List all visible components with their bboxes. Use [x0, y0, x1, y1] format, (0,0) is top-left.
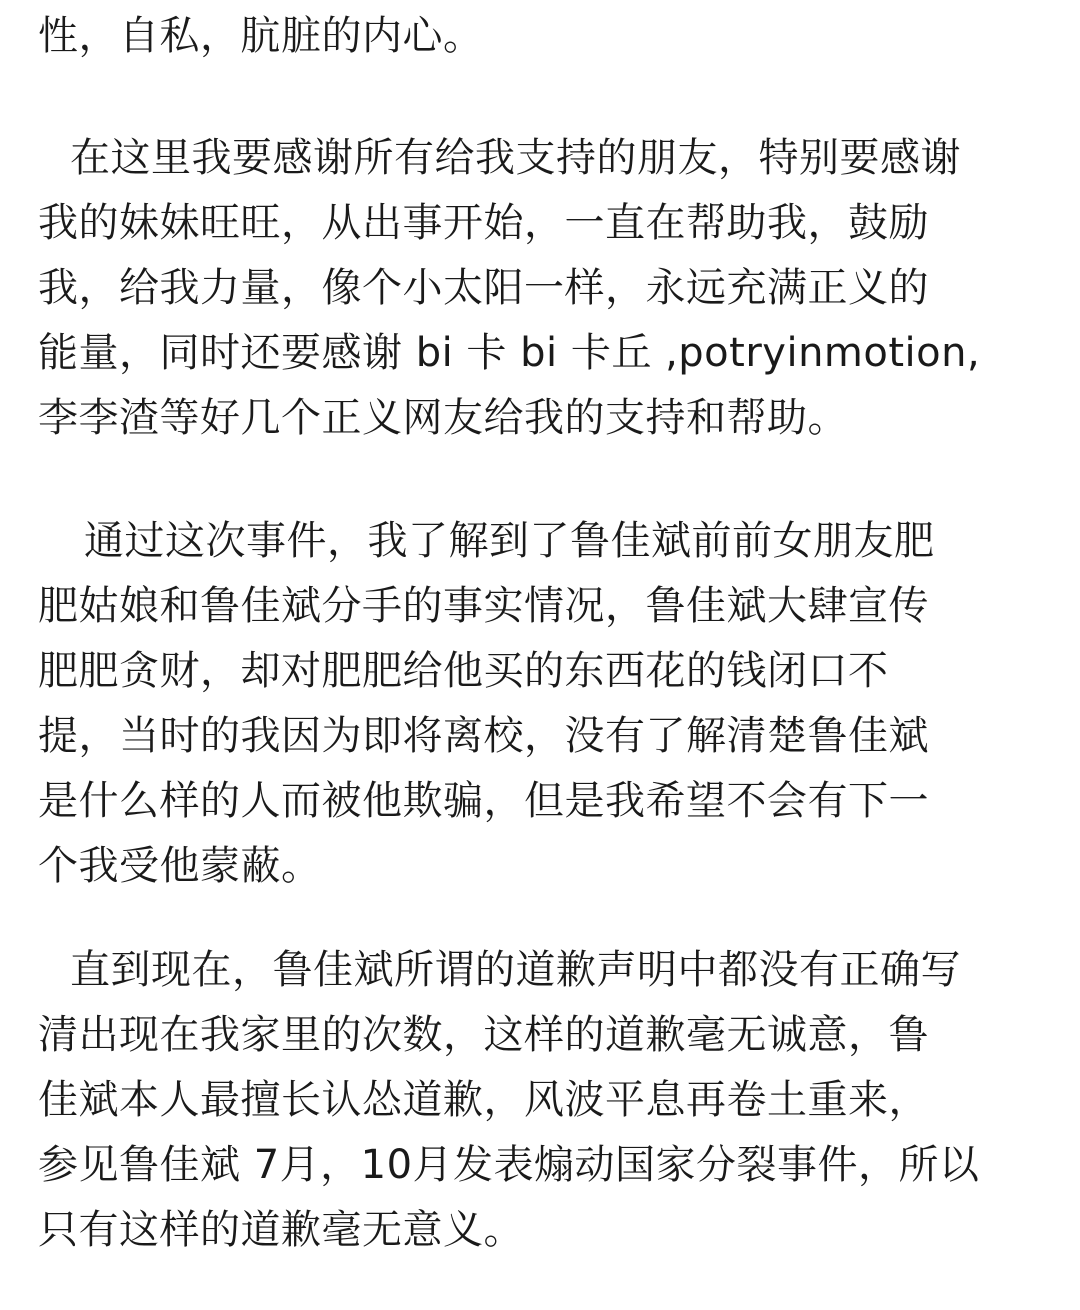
text-line: 通过这次事件，我了解到了鲁佳斌前前女朋友肥 — [84, 518, 935, 564]
text-line: 肥肥贪财，却对肥肥给他买的东西花的钱闭口不 — [38, 648, 889, 694]
text-line: 参见鲁佳斌 7月，10月发表煽动国家分裂事件，所以 — [38, 1142, 980, 1188]
text-line: 在这里我要感谢所有给我支持的朋友，特别要感谢 — [70, 135, 961, 181]
text-line: 提，当时的我因为即将离校，没有了解清楚鲁佳斌 — [38, 713, 929, 759]
text-line: 是什么样的人而被他欺骗，但是我希望不会有下一 — [38, 778, 929, 824]
text-line: 李李渣等好几个正义网友给我的支持和帮助。 — [38, 395, 848, 441]
text-line: 清出现在我家里的次数，这样的道歉毫无诚意，鲁 — [38, 1012, 929, 1058]
text-line: 只有这样的道歉毫无意义。 — [38, 1207, 524, 1253]
paragraph-4 — [0, 938, 1080, 1263]
text-line: 性，自私，肮脏的内心。 — [38, 13, 484, 59]
paragraph-3 — [0, 509, 1080, 899]
text-line: 个我受他蒙蔽。 — [38, 843, 322, 889]
text-line: 我，给我力量，像个小太阳一样，永远充满正义的 — [38, 265, 929, 311]
text-line: 直到现在，鲁佳斌所谓的道歉声明中都没有正确写 — [70, 947, 961, 993]
text-line: 佳斌本人最擅长认怂道歉，风波平息再卷土重来， — [38, 1077, 929, 1123]
text-line: 我的妹妹旺旺，从出事开始，一直在帮助我，鼓励 — [38, 200, 929, 246]
text-line: 能量，同时还要感谢 bi 卡 bi 卡丘 ,potryinmotion, — [38, 330, 981, 376]
paragraph-2 — [0, 126, 1080, 451]
paragraph-1 — [0, 4, 1080, 69]
text-line: 肥姑娘和鲁佳斌分手的事实情况，鲁佳斌大肆宣传 — [38, 583, 929, 629]
